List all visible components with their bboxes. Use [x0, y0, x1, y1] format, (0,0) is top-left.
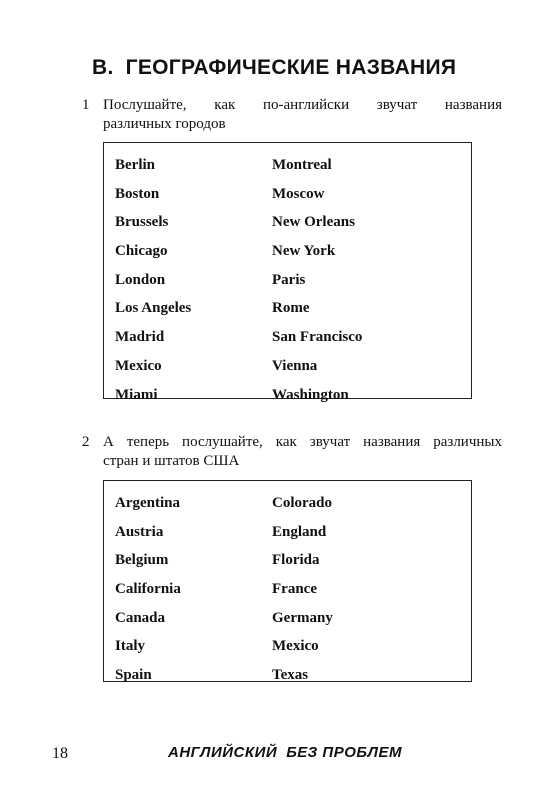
country-item: Mexico — [272, 638, 319, 655]
cities-right-column — [272, 151, 362, 409]
countries-left-column — [115, 489, 181, 690]
country-item: Florida — [272, 552, 320, 569]
city-item: Mexico — [115, 357, 162, 374]
footer-title-part-1: АНГЛИЙСКИЙ — [168, 744, 278, 761]
city-item: Rome — [272, 300, 310, 317]
task-1-text-line-2: различных городов — [103, 116, 226, 132]
page-number: 18 — [52, 745, 68, 762]
country-item: Spain — [115, 667, 152, 684]
city-item: New Orleans — [272, 214, 355, 231]
task-2-text-line-1: А теперь послушайте, как звучат названия различных — [103, 434, 502, 450]
section-title: ГЕОГРАФИЧЕСКИЕ НАЗВАНИЯ — [125, 56, 457, 79]
country-item: Texas — [272, 667, 309, 684]
city-item: Paris — [272, 271, 306, 288]
countries-right-column — [272, 489, 333, 690]
city-item: Madrid — [115, 329, 165, 346]
country-item: Argentina — [115, 495, 180, 511]
city-item: Los Angeles — [115, 300, 192, 317]
city-item: Moscow — [272, 185, 325, 202]
country-item: Italy — [115, 638, 145, 655]
country-item: Colorado — [272, 495, 332, 511]
running-footer-title — [168, 744, 402, 761]
task-2-text-line-2: стран и штатов США — [103, 453, 240, 469]
task-2-instruction — [82, 433, 502, 473]
countries-box — [103, 480, 472, 682]
country-item: England — [272, 523, 327, 540]
task-2-number: 2 — [82, 434, 90, 450]
section-letter: B. — [92, 56, 114, 79]
city-item: Montreal — [272, 157, 332, 173]
country-item: France — [272, 581, 317, 598]
country-item: Germany — [272, 609, 333, 626]
city-item: Boston — [115, 185, 160, 202]
city-item: San Francisco — [272, 329, 363, 346]
country-item: Austria — [115, 523, 164, 540]
section-heading — [92, 56, 456, 80]
city-item: Chicago — [115, 243, 168, 260]
city-item: Berlin — [115, 157, 155, 173]
country-item: California — [115, 581, 181, 598]
cities-left-column — [115, 151, 191, 409]
city-item: London — [115, 271, 166, 288]
country-item: Canada — [115, 609, 166, 626]
city-item: New York — [272, 243, 336, 260]
city-item: Brussels — [115, 214, 169, 231]
task-1-number: 1 — [82, 97, 90, 113]
country-item: Belgium — [115, 552, 169, 569]
task-1-instruction — [82, 96, 502, 136]
cities-box — [103, 142, 472, 403]
task-1-text-line-1: Послушайте, как по-английски звучат названия — [103, 97, 502, 113]
city-item: Washington — [272, 386, 349, 403]
footer-title-part-2: БЕЗ ПРОБЛЕМ — [286, 744, 402, 761]
city-item: Miami — [115, 386, 158, 403]
city-item: Vienna — [272, 357, 318, 374]
